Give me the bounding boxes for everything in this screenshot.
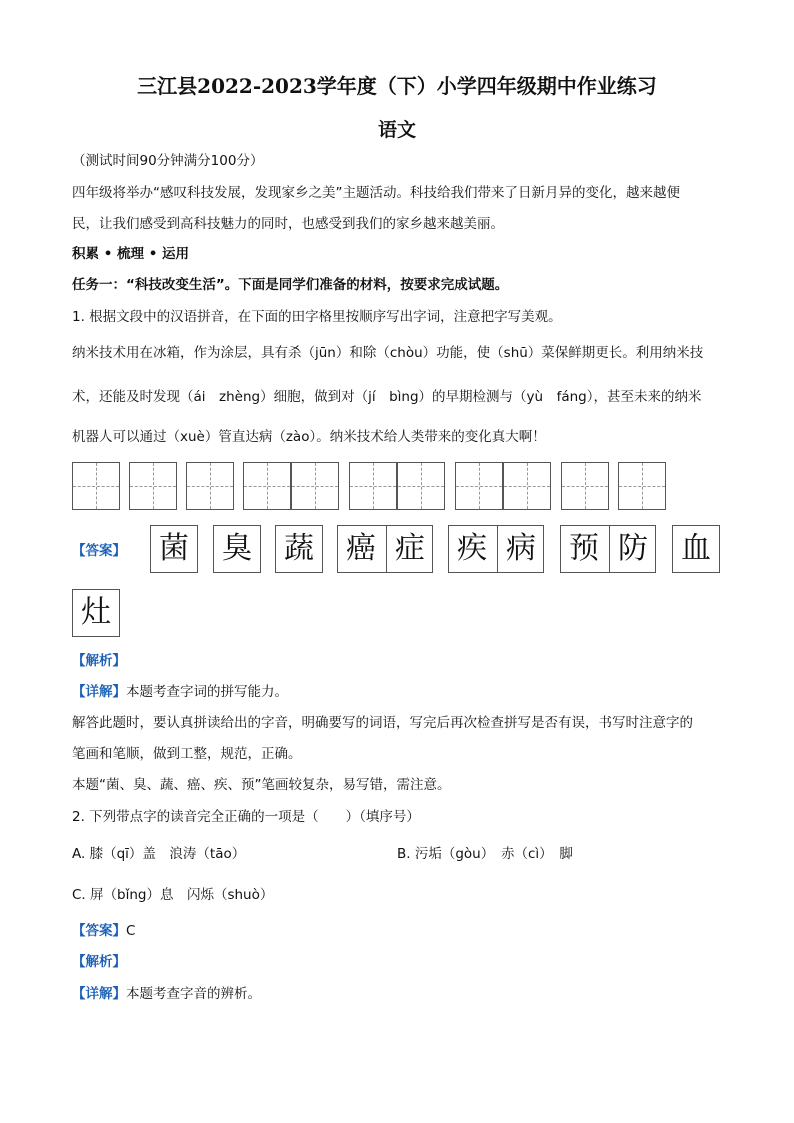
question-2-option-a: A. 膝（qī）盖 浪涛（tāo） [72, 846, 246, 862]
explain-line-2: 笔画和笔顺，做到工整，规范，正确。 [72, 746, 302, 762]
subject-title: 语文 [377, 119, 416, 141]
answer-char: 臭 [222, 531, 252, 566]
question-2-prompt: 2. 下列带点字的读音完全正确的一项是（ ）（填序号） [72, 809, 420, 825]
question-1-text-line-1: 纳米技术用在冰箱，作为涂层，具有杀（jūn）和除（chòu）功能，使（shū）菜保鲜期更长。利用纳米技 [72, 345, 704, 361]
grid-cell[interactable] [618, 462, 666, 510]
answer-char: 防 [609, 526, 656, 572]
grid-cell[interactable] [397, 462, 445, 510]
answer-char: 疾 [457, 531, 487, 566]
task-one-heading: 任务一：“科技改变生活”。下面是同学们准备的材料，按要求完成试题。 [72, 277, 509, 293]
question-2-option-b: B. 污垢（gòu） 赤（cì） 脚 [397, 846, 573, 862]
answer-char: 癌 [346, 531, 376, 566]
explain-line-3: 本题“菌、臭、蔬、癌、疾、预”笔画较复杂，易写错，需注意。 [72, 777, 451, 793]
detail-text: 本题考查字音的辨析。 [126, 986, 261, 1002]
answer-char: 血 [681, 531, 711, 566]
grid-cell[interactable] [72, 462, 120, 510]
answer-label: 【答案】 [72, 543, 126, 559]
answer-char: 菌 [159, 531, 189, 566]
intro-paragraph-line-1: 四年级将举办“感叹科技发展，发现家乡之美”主题活动。科技给我们带来了日新月异的变化，越来越便 [72, 185, 680, 201]
detail-text: 本题考查字词的拼写能力。 [126, 684, 288, 700]
grid-cell[interactable] [455, 462, 503, 510]
question-1-text-line-2: 术，还能及时发现（ái zhèng）细胞，做到对（jí bìng）的早期检测与（yù fáng），甚至未来的纳米 [72, 389, 702, 405]
detail-line [72, 683, 732, 701]
question-1-text-line-3: 机器人可以通过（xuè）管直达病（zào）。纳米技术给人类带来的变化真大啊！ [72, 429, 546, 445]
answer-char: 症 [386, 526, 433, 572]
grid-cell[interactable] [129, 462, 177, 510]
answer-char: 蔬 [284, 531, 314, 566]
answer-box [150, 525, 198, 573]
answer-box [337, 525, 433, 573]
page-title: 三江县2022-2023学年度（下）小学四年级期中作业练习 [137, 74, 657, 98]
answer-box [213, 525, 261, 573]
section-heading: 积累 • 梳理 • 运用 [72, 246, 190, 262]
answer-box [72, 589, 120, 637]
answer-label: 【答案】 [72, 923, 126, 939]
answer-char: 病 [497, 526, 544, 572]
detail-line [72, 985, 732, 1003]
analysis-label: 【解析】 [72, 954, 126, 970]
answer-box [275, 525, 323, 573]
question-1-prompt: 1. 根据文段中的汉语拼音，在下面的田字格里按顺序写出字词，注意把字写美观。 [72, 309, 562, 325]
answer-char: 预 [569, 531, 599, 566]
intro-paragraph-line-2: 民，让我们感受到高科技魅力的同时，也感受到我们的家乡越来越美丽。 [72, 216, 504, 232]
question-2-answer-line [72, 922, 732, 940]
grid-cell[interactable] [349, 462, 397, 510]
answer-box [448, 525, 544, 573]
grid-cell[interactable] [291, 462, 339, 510]
grid-cell[interactable] [186, 462, 234, 510]
grid-cell[interactable] [503, 462, 551, 510]
question-2-option-c: C. 屏（bǐng）息 闪烁（shuò） [72, 887, 274, 903]
answer-box [560, 525, 656, 573]
detail-label: 【详解】 [72, 986, 126, 1002]
grid-cell[interactable] [561, 462, 609, 510]
answer-box [672, 525, 720, 573]
detail-label: 【详解】 [72, 684, 126, 700]
answer-value: C [126, 923, 136, 939]
grid-cell[interactable] [243, 462, 291, 510]
explain-line-1: 解答此题时，要认真拼读给出的字音，明确要写的词语，写完后再次检查拼写是否有误，书写时注意字的 [72, 715, 693, 731]
time-note: （测试时间90分钟满分100分） [72, 153, 264, 169]
analysis-label: 【解析】 [72, 653, 126, 669]
answer-char: 灶 [81, 595, 111, 630]
